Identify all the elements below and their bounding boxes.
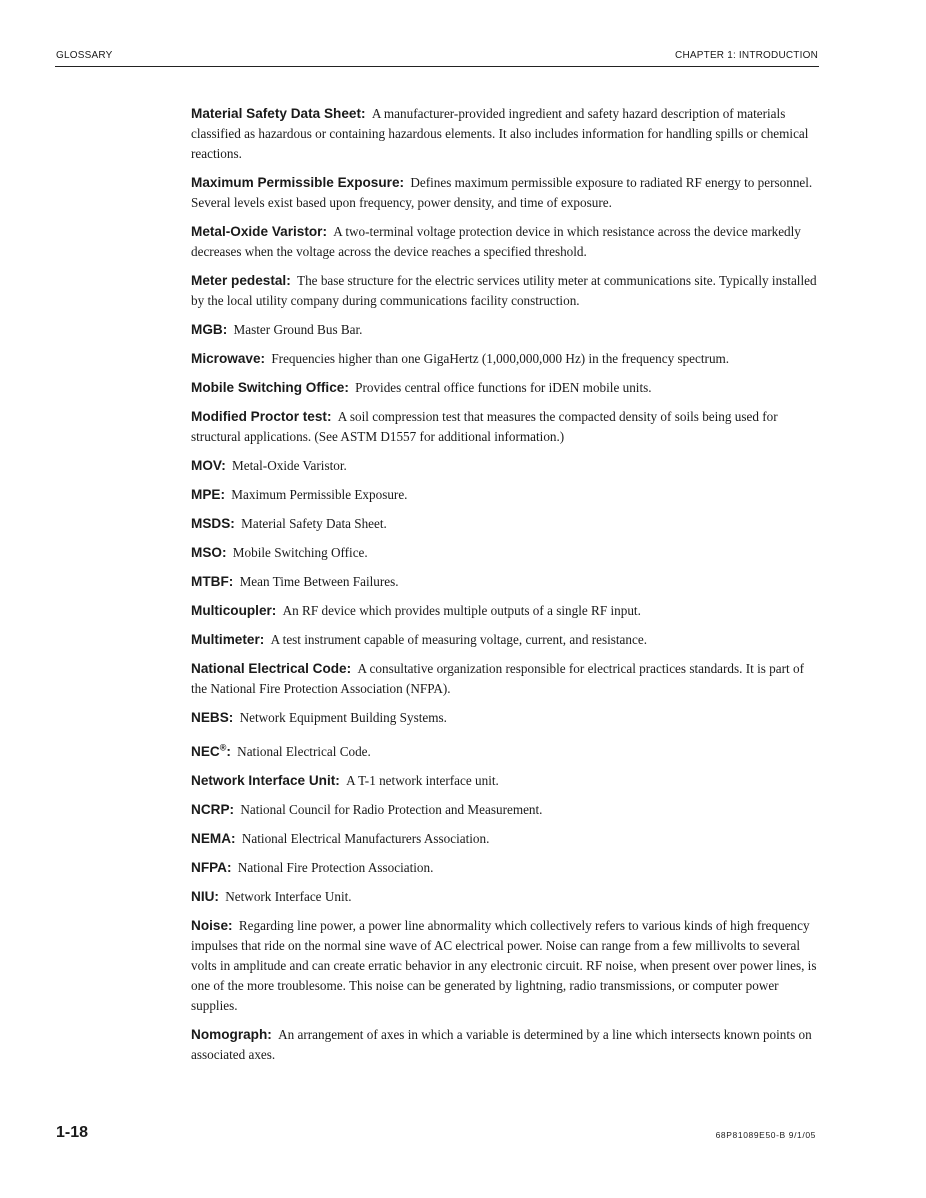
glossary-term <box>191 744 231 759</box>
glossary-entry <box>191 858 819 878</box>
glossary-term <box>191 322 227 337</box>
glossary-term-text: MPE: <box>191 487 225 502</box>
glossary-term-text: MOV: <box>191 458 226 473</box>
glossary-term-text: Maximum Permissible Exposure: <box>191 175 405 190</box>
glossary-term-text: Material Safety Data Sheet: <box>191 106 366 121</box>
glossary-entry <box>191 349 819 369</box>
glossary-entry <box>191 456 819 476</box>
header-divider <box>55 66 819 67</box>
glossary-definition: Regarding line power, a power line abnormality which collectively refers to various kinds of high frequency impulses that ride on the normal sine wave of AC electrical power. Noise can range from a few millivolts to several volts in amplitude and can create erratic behavior in any electronic circuit. RF noise, when present over power lines, is one of the more troublesome. This noise can be generated by lightning, radio transmissions, or computer power supplies. <box>191 917 817 1013</box>
glossary-entry <box>191 771 819 791</box>
glossary-definition: Master Ground Bus Bar. <box>233 322 363 337</box>
glossary-definition: Network Equipment Building Systems. <box>239 710 447 725</box>
glossary-definition: Defines maximum permissible exposure to radiated RF energy to personnel. Several levels exist based upon frequency, power density, and time of exposure. <box>191 175 813 210</box>
glossary-entry <box>191 829 819 849</box>
glossary-definition: An arrangement of axes in which a variable is determined by a line which intersects known points on associated axes. <box>191 1026 812 1062</box>
glossary-entry <box>191 887 819 907</box>
glossary-list <box>191 104 819 1074</box>
glossary-term <box>191 1027 272 1042</box>
glossary-term <box>191 603 276 618</box>
glossary-term <box>191 175 404 190</box>
running-header-section: GLOSSARY <box>56 50 113 61</box>
glossary-term-text: Mobile Switching Office: <box>191 380 349 395</box>
glossary-term <box>191 487 225 502</box>
glossary-term-text: Meter pedestal: <box>191 273 291 288</box>
glossary-term-text: Nomograph: <box>191 1026 272 1042</box>
glossary-entry <box>191 737 819 762</box>
glossary-term <box>191 632 264 647</box>
registered-mark: ® <box>219 742 227 752</box>
document-id: 68P81089E50-B 9/1/05 <box>715 1130 816 1140</box>
glossary-entry <box>191 514 819 534</box>
glossary-definition: Provides central office functions for iDEN mobile units. <box>355 380 652 395</box>
glossary-definition: Frequencies higher than one GigaHertz (1,000,000,000 Hz) in the frequency spectrum. <box>271 351 730 366</box>
glossary-entry <box>191 708 819 728</box>
glossary-entry <box>191 630 819 650</box>
glossary-entry <box>191 543 819 563</box>
glossary-term <box>191 661 351 676</box>
glossary-definition: Mean Time Between Failures. <box>239 574 399 589</box>
glossary-term <box>191 516 235 531</box>
glossary-entry <box>191 407 819 447</box>
glossary-definition: Network Interface Unit. <box>225 888 352 904</box>
glossary-term-text: MTBF: <box>191 574 234 589</box>
glossary-term-text: MSO: <box>191 545 227 560</box>
glossary-term-text: Noise: <box>191 917 233 933</box>
glossary-term-text: NCRP: <box>191 801 235 817</box>
page-number: 1-18 <box>56 1124 89 1141</box>
glossary-term-text: Multicoupler: <box>191 603 277 618</box>
glossary-term <box>191 710 233 725</box>
glossary-definition: Metal-Oxide Varistor. <box>232 458 347 473</box>
glossary-definition: Maximum Permissible Exposure. <box>231 487 408 502</box>
glossary-entry <box>191 659 819 699</box>
glossary-entry <box>191 601 819 621</box>
glossary-entry <box>191 378 819 398</box>
glossary-entry <box>191 320 819 340</box>
glossary-entry <box>191 222 819 262</box>
glossary-term <box>191 458 226 473</box>
glossary-definition: Mobile Switching Office. <box>232 545 368 560</box>
glossary-definition: A T-1 network interface unit. <box>346 772 499 788</box>
glossary-term-text: NEC <box>191 743 220 759</box>
glossary-definition: A consultative organization responsible for electrical practices standards. It is part of the National Fire Protection Association (NFPA). <box>191 661 804 696</box>
glossary-term-text: National Electrical Code: <box>191 661 352 676</box>
glossary-definition: National Council for Radio Protection and Measurement. <box>240 801 543 817</box>
running-header-chapter: CHAPTER 1: INTRODUCTION <box>675 50 818 61</box>
glossary-entry <box>191 572 819 592</box>
glossary-term-text: NEBS: <box>191 710 234 725</box>
glossary-term <box>191 831 236 846</box>
glossary-term <box>191 351 265 366</box>
glossary-term-text: Modified Proctor test: <box>191 409 332 424</box>
glossary-term-text: MSDS: <box>191 516 235 531</box>
glossary-term <box>191 574 233 589</box>
glossary-term-text: NEMA: <box>191 830 236 846</box>
glossary-term <box>191 773 340 788</box>
glossary-term-text: Metal-Oxide Varistor: <box>191 224 327 239</box>
glossary-term <box>191 545 227 560</box>
glossary-definition: National Electrical Code. <box>237 743 371 759</box>
glossary-entry <box>191 104 819 164</box>
glossary-term <box>191 409 331 424</box>
glossary-term <box>191 889 219 904</box>
glossary-definition: A test instrument capable of measuring voltage, current, and resistance. <box>270 632 648 647</box>
glossary-definition: A manufacturer-provided ingredient and safety hazard description of materials classified as hazardous or containing hazardous elements. It also includes information for handling spills or chemical reactions. <box>191 106 809 161</box>
glossary-term-text: MGB: <box>191 322 228 337</box>
glossary-term-text: Network Interface Unit: <box>191 772 340 788</box>
glossary-term-text: NFPA: <box>191 859 232 875</box>
glossary-term-text: Multimeter: <box>191 632 265 647</box>
glossary-entry <box>191 173 819 213</box>
glossary-definition: National Electrical Manufacturers Association. <box>241 830 490 846</box>
glossary-entry <box>191 485 819 505</box>
glossary-definition: A two-terminal voltage protection device in which resistance across the device markedly decreases when the voltage across the device reaches a specified threshold. <box>191 224 801 259</box>
glossary-entry <box>191 1025 819 1065</box>
glossary-definition: National Fire Protection Association. <box>237 859 434 875</box>
glossary-term <box>191 106 366 121</box>
glossary-definition: A soil compression test that measures the compacted density of soils being used for structural applications. (See ASTM D1557 for additional information.) <box>191 409 778 444</box>
glossary-entry <box>191 916 819 1016</box>
glossary-definition: The base structure for the electric services utility meter at communications site. Typically installed by the local utility company during communications facility construction. <box>191 273 817 308</box>
glossary-definition: Material Safety Data Sheet. <box>241 516 387 531</box>
term-suffix: : <box>226 743 231 759</box>
glossary-definition: An RF device which provides multiple outputs of a single RF input. <box>282 603 641 618</box>
glossary-term <box>191 860 232 875</box>
glossary-entry <box>191 271 819 311</box>
glossary-term <box>191 918 233 933</box>
glossary-term <box>191 273 291 288</box>
glossary-term <box>191 380 349 395</box>
glossary-entry <box>191 800 819 820</box>
glossary-term <box>191 802 234 817</box>
glossary-term-text: NIU: <box>191 888 219 904</box>
glossary-term <box>191 224 327 239</box>
glossary-term-text: Microwave: <box>191 351 266 366</box>
